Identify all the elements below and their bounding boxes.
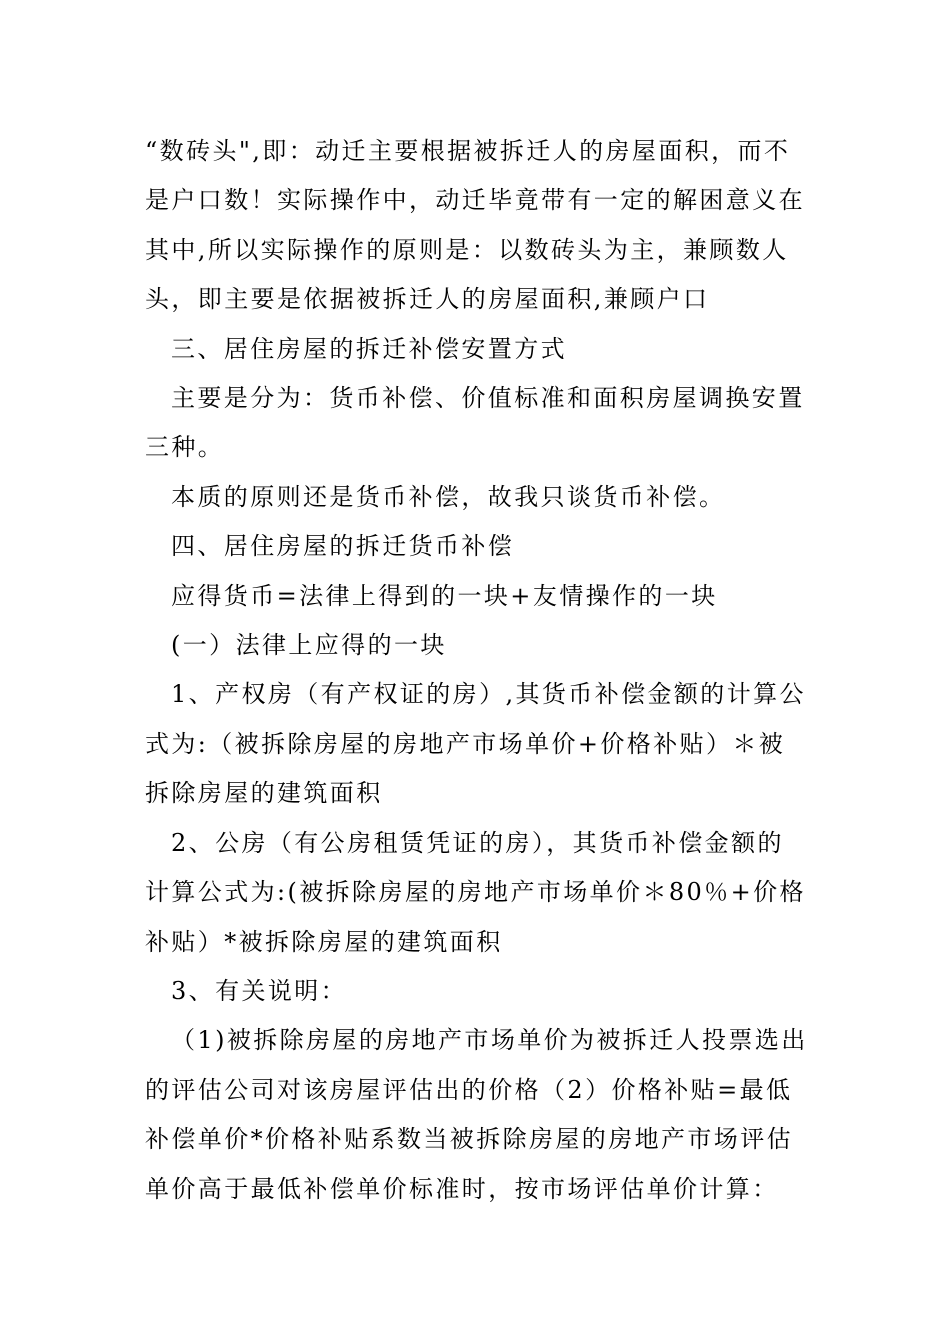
paragraph-item-3: 3、有关说明： (171, 976, 348, 1005)
section-heading-4: 四、居住房屋的拆迁货币补偿 (171, 532, 515, 561)
paragraph-item-2: 2、公房（有公房租赁凭证的房），其货币补偿金额的计算公式为:(被拆除房屋的房地产市场单价＊80％+价格补贴）*被拆除房屋的建筑面积 (145, 828, 806, 956)
subsection-heading-1: (一）法律上应得的一块 (171, 631, 447, 660)
paragraph-item-1: 1、产权房（有产权证的房）,其货币补偿金额的计算公式为:（被拆除房屋的房地产市场单价+价格补贴）＊被拆除房屋的建筑面积 (145, 680, 806, 808)
document-body (145, 127, 810, 1214)
section-heading-3: 三、居住房屋的拆迁补偿安置方式 (171, 334, 567, 363)
paragraph-principle: 本质的原则还是货币补偿，故我只谈货币补偿。 (171, 482, 726, 511)
paragraph-formula: 应得货币=法律上得到的一块+友情操作的一块 (171, 581, 718, 610)
paragraph-intro: “数砖头",即：动迁主要根据被拆迁人的房屋面积，而不是户口数！实际操作中，动迁毕竟带有一定的解困意义在其中,所以实际操作的原则是：以数砖头为主，兼顾数人头，即主要是依据被拆迁人的房屋面积,兼顾户口 (145, 137, 805, 314)
paragraph-notes: （1)被拆除房屋的房地产市场单价为被拆迁人投票选出的评估公司对该房屋评估出的价格（2）价格补贴=最低补偿单价*价格补贴系数当被拆除房屋的房地产市场评估单价高于最低补偿单价标准时，按市场评估单价计算： (145, 1026, 808, 1203)
paragraph-compensation-methods: 主要是分为：货币补偿、价值标准和面积房屋调换安置三种。 (145, 384, 805, 462)
